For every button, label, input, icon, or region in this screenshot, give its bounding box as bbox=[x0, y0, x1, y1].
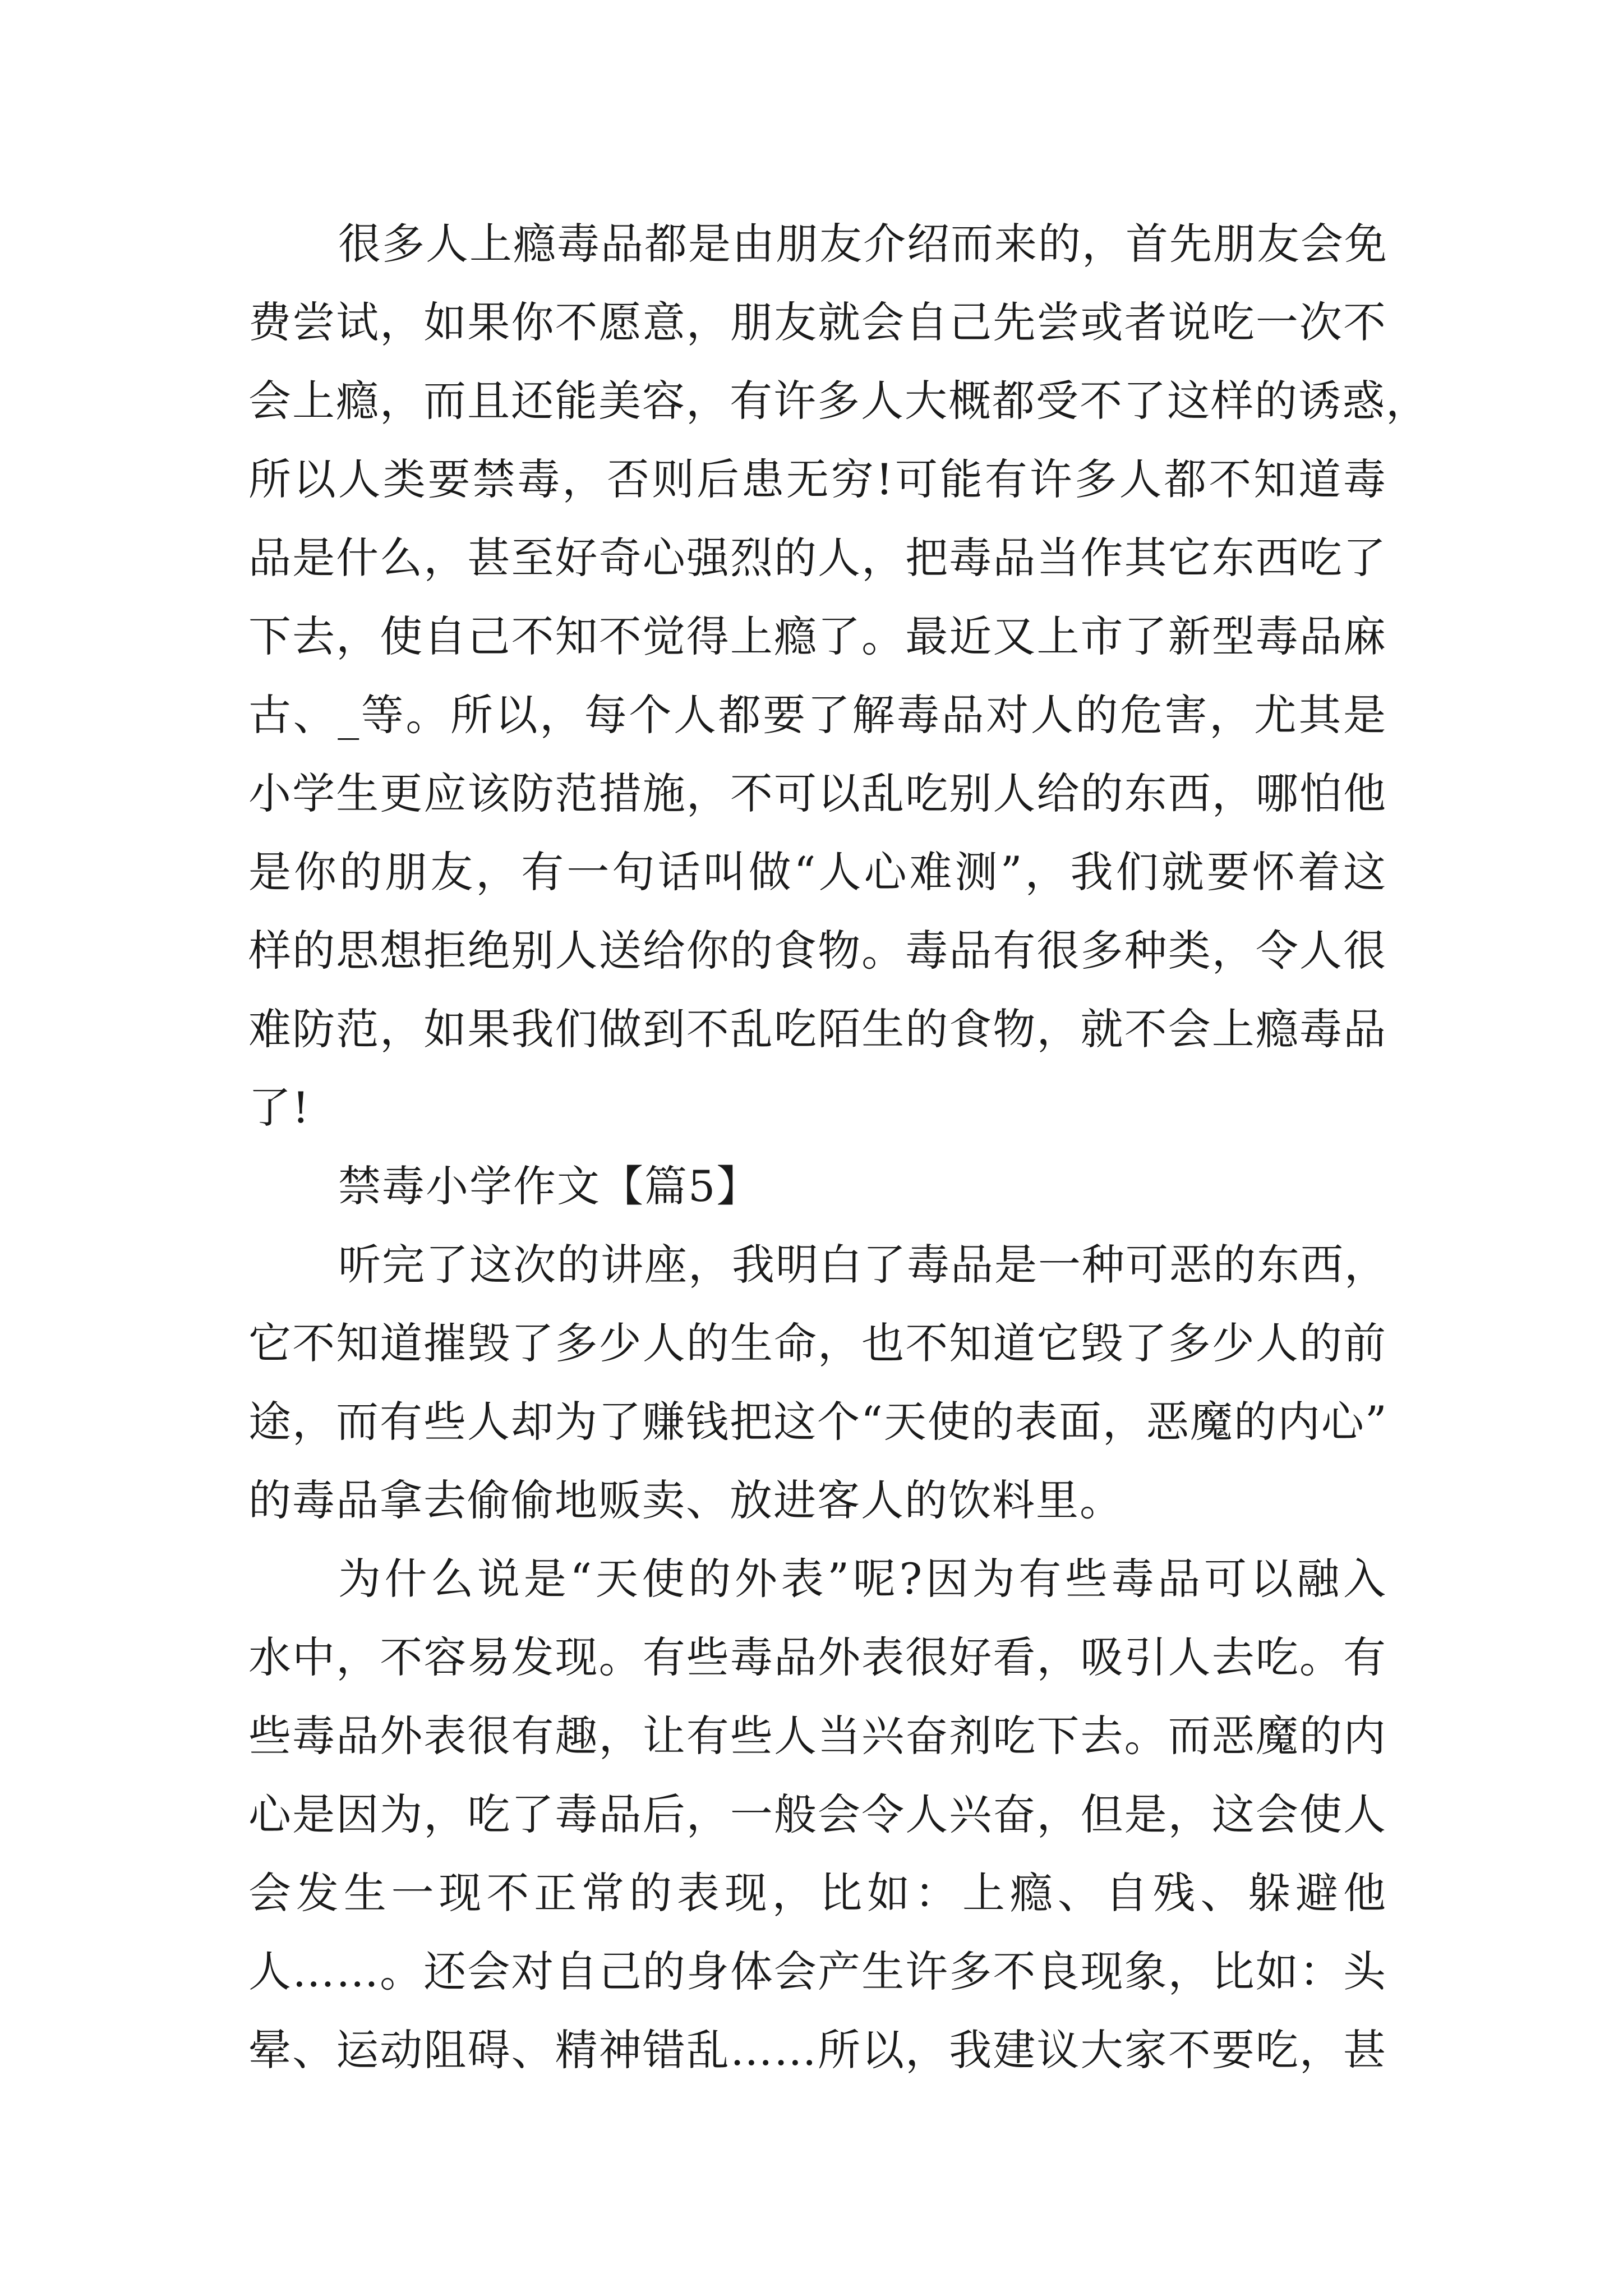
text-line: 的毒品拿去偷偷地贩卖、放进客人的饮料里。 bbox=[248, 1475, 1123, 1525]
text-line: 是你的朋友，有一句话叫做“人心难测”，我们就要怀着这 bbox=[248, 847, 1387, 897]
text-line: 所以人类要禁毒，否则后患无穷!可能有许多人都不知道毒 bbox=[248, 454, 1387, 504]
text-line: 听完了这次的讲座，我明白了毒品是一种可恶的东西， bbox=[338, 1240, 1388, 1290]
text-line: 很多人上瘾毒品都是由朋友介绍而来的，首先朋友会免 bbox=[338, 219, 1388, 269]
text-line: 途，而有些人却为了赚钱把这个“天使的表面，恶魔的内心” bbox=[248, 1397, 1388, 1447]
text-line: 会上瘾，而且还能美容，有许多人大概都受不了这样的诱惑， bbox=[248, 376, 1430, 426]
text-line: 了! bbox=[248, 1083, 311, 1133]
text-line: 品是什么，甚至好奇心强烈的人，把毒品当作其它东西吃了 bbox=[248, 533, 1387, 583]
text-line: 些毒品外表很有趣，让有些人当兴奋剂吃下去。而恶魔的内 bbox=[248, 1711, 1387, 1761]
text-line: 样的思想拒绝别人送给你的食物。毒品有很多种类，令人很 bbox=[248, 926, 1387, 976]
text-line: 下去，使自己不知不觉得上瘾了。最近又上市了新型毒品麻 bbox=[248, 611, 1387, 661]
text-line: 水中，不容易发现。有些毒品外表很好看，吸引人去吃。有 bbox=[248, 1632, 1387, 1682]
text-line: 费尝试，如果你不愿意，朋友就会自己先尝或者说吃一次不 bbox=[248, 297, 1387, 347]
text-line: 会发生一现不正常的表现，比如：上瘾、自残、躲避他 bbox=[248, 1868, 1387, 1918]
text-line: 古、_等。所以，每个人都要了解毒品对人的危害，尤其是 bbox=[248, 690, 1387, 740]
text-line: 难防范，如果我们做到不乱吃陌生的食物，就不会上瘾毒品 bbox=[248, 1004, 1387, 1054]
text-line: 心是因为，吃了毒品后，一般会令人兴奋，但是，这会使人 bbox=[248, 1789, 1387, 1839]
text-line: 它不知道摧毁了多少人的生命，也不知道它毁了多少人的前 bbox=[248, 1318, 1387, 1368]
section-heading: 禁毒小学作文【篇5】 bbox=[338, 1161, 760, 1211]
text-line: 小学生更应该防范措施，不可以乱吃别人给的东西，哪怕他 bbox=[248, 769, 1387, 818]
text-line: 人……。还会对自己的身体会产生许多不良现象，比如：头 bbox=[248, 1947, 1387, 1996]
text-line: 晕、运动阻碍、精神错乱……所以，我建议大家不要吃，甚 bbox=[248, 2025, 1387, 2075]
text-line: 为什么说是“天使的外表”呢?因为有些毒品可以融入 bbox=[338, 1554, 1387, 1604]
